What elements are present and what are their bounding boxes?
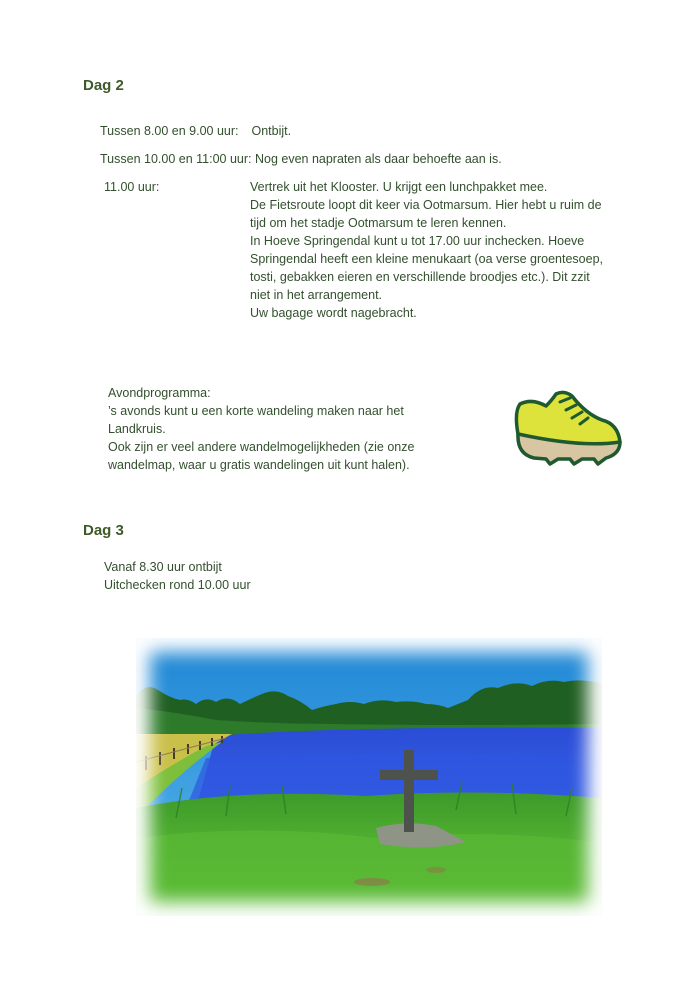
departure-line: tijd om het stadje Ootmarsum te leren kennen. xyxy=(250,216,507,230)
departure-line: Vertrek uit het Klooster. U krijgt een lunchpakket mee. xyxy=(250,180,548,194)
departure-line: De Fietsroute loopt dit keer via Ootmarsum. Hier hebt u ruim de xyxy=(250,198,602,212)
departure-description xyxy=(250,178,603,322)
evening-program xyxy=(108,384,414,474)
evening-title: Avondprogramma: xyxy=(108,386,211,400)
departure-line: In Hoeve Springendal kunt u tot 17.00 uur inchecken. Hoeve xyxy=(250,234,585,248)
evening-line: Landkruis. xyxy=(108,422,166,436)
departure-line: niet in het arrangement. xyxy=(250,288,383,302)
day-3-schedule xyxy=(104,558,251,594)
breakfast-row xyxy=(100,122,291,140)
day-3-heading: Dag 3 xyxy=(83,522,124,539)
day-3-line: Vanaf 8.30 uur ontbijt xyxy=(104,560,222,574)
day-2-heading: Dag 2 xyxy=(83,77,124,94)
breakfast-text: Ontbijt. xyxy=(251,124,292,138)
walking-shoe-icon xyxy=(512,388,624,466)
cornflower-field-with-cross-image xyxy=(136,638,602,916)
departure-time: 11.00 uur: xyxy=(104,180,160,194)
breakfast-time: Tussen 8.00 en 9.00 uur: xyxy=(100,124,239,138)
chat-row: Tussen 10.00 en 11:00 uur: Nog even napraten als daar behoefte aan is. xyxy=(100,152,502,166)
landscape-photo xyxy=(136,638,602,916)
evening-line: Ook zijn er veel andere wandelmogelijkheden (zie onze xyxy=(108,440,415,454)
departure-line: Springendal heeft een kleine menukaart (oa verse groentesoep, xyxy=(250,252,604,266)
day-3-line: Uitchecken rond 10.00 uur xyxy=(104,578,251,592)
evening-line: ’s avonds kunt u een korte wandeling maken naar het xyxy=(108,404,404,418)
evening-line: wandelmap, waar u gratis wandelingen uit kunt halen). xyxy=(108,458,410,472)
departure-line: tosti, gebakken eieren en verschillende broodjes etc.). Dit zzit xyxy=(250,270,590,284)
departure-line: Uw bagage wordt nagebracht. xyxy=(250,306,417,320)
